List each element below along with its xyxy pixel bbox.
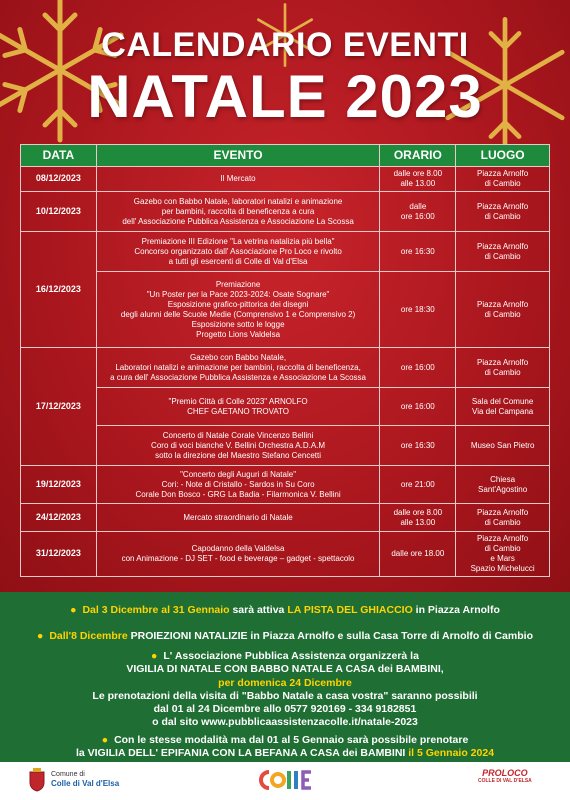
event-luogo [456, 232, 550, 272]
event-orario [380, 426, 456, 466]
event-luogo-line: di Cambio [484, 211, 521, 221]
event-orario [380, 466, 456, 504]
event-date: 08/12/2023 [21, 167, 97, 192]
event-orario-line: ore 18:30 [400, 304, 435, 314]
event-orario-line: ore 16:00 [400, 362, 435, 372]
event-luogo [456, 192, 550, 232]
column-header-evento: EVENTO [96, 145, 380, 167]
comune-logo [28, 768, 119, 792]
notice-pista: ● Dal 3 Dicembre al 31 Gennaio sarà attiva LA PISTA DEL GHIACCIO in Piazza Arnolfo [70, 604, 500, 616]
event-luogo-line: Museo San Pietro [470, 440, 535, 450]
event-orario-line: dalle ore 18.00 [391, 549, 445, 558]
page-title-line2: NATALE 2023 [87, 63, 483, 130]
event-orario-line: alle 13.00 [400, 517, 436, 527]
event-evento [96, 426, 380, 466]
notice-vigilia-2: VIGILIA DI NATALE CON BABBO NATALE A CASA dei BAMBINI, [126, 663, 444, 675]
event-luogo [456, 167, 550, 192]
proloco-logo [478, 768, 532, 784]
event-orario-line: ore 16:00 [400, 211, 435, 221]
event-luogo-line: di Cambio [484, 517, 521, 527]
event-evento-line: CHEF GAETANO TROVATO [187, 406, 290, 416]
proloco-name: PROLOCO [482, 768, 528, 778]
event-evento [96, 348, 380, 388]
event-luogo-line: Piazza Arnolfo [477, 169, 529, 178]
notice-vigilia-1: ● L' Associazione Pubblica Assistenza organizzerà la [151, 650, 419, 662]
event-luogo-line: e Mars [490, 554, 515, 563]
event-evento-line: Concerto di Natale Corale Vincenzo Bellini [162, 430, 314, 440]
event-luogo [456, 532, 550, 577]
event-evento-line: Coro di voci bianche V. Bellini Orchestra A.D.A.M [151, 440, 326, 450]
event-date: 16/12/2023 [21, 232, 97, 348]
events-table-body [21, 167, 550, 577]
event-orario-line: ore 16:00 [400, 401, 435, 411]
table-row [21, 426, 550, 466]
event-orario [380, 232, 456, 272]
event-evento-line: Progetto Lions Valdelsa [196, 329, 281, 339]
event-evento-line: "Concerto degli Auguri di Natale" [180, 469, 297, 479]
event-luogo-line: di Cambio [484, 367, 521, 377]
table-header-row [21, 145, 550, 167]
event-luogo-line: Piazza Arnolfo [477, 241, 529, 251]
event-evento [96, 272, 380, 348]
event-evento-line: sotto la direzione del Maestro Stefano Cencetti [155, 450, 321, 460]
event-evento [96, 192, 380, 232]
bullet-icon: ● [37, 630, 44, 642]
event-luogo [456, 388, 550, 426]
event-evento-line: "Premio Città di Colle 2023" ARNOLFO [168, 396, 308, 406]
event-evento-line: dell' Associazione Pubblica Assistenza e Associazione La Scossa [122, 216, 354, 226]
event-date: 19/12/2023 [21, 466, 97, 504]
table-row [21, 348, 550, 388]
event-evento-line: Concorso organizzato dall' Associazione Pro Loco e rivolto [134, 246, 342, 256]
event-evento-line: Gazebo con Babbo Natale, laboratori natalizi e animazione [133, 196, 343, 206]
event-evento [96, 232, 380, 272]
event-evento [96, 167, 380, 192]
event-luogo-line: di Cambio [484, 544, 521, 553]
event-evento [96, 504, 380, 532]
footer [0, 762, 570, 800]
event-evento-line: per bambini, raccolta di beneficenza a cura [161, 206, 315, 216]
event-luogo-line: Piazza Arnolfo [477, 507, 529, 517]
event-orario [380, 167, 456, 192]
comune-name: Colle di Val d'Elsa [51, 779, 120, 789]
bullet-icon: ● [101, 734, 109, 746]
event-date: 24/12/2023 [21, 504, 97, 532]
event-orario-line: dalle ore 8.00 [393, 169, 443, 178]
event-luogo-line: di Cambio [484, 179, 521, 188]
event-orario-line: dalle ore 8.00 [393, 507, 443, 517]
event-evento-line: degli alunni delle Scuole Medie (Comprensivo 1 e Comprensivo 2) [120, 309, 356, 319]
event-orario [380, 348, 456, 388]
event-luogo-line: di Cambio [484, 251, 521, 261]
column-header-luogo: LUOGO [456, 145, 550, 167]
event-luogo-line: Piazza Arnolfo [477, 201, 529, 211]
info-band [0, 592, 570, 762]
proloco-sub: COLLE DI VAL D'ELSA [478, 778, 532, 784]
event-evento-line: Premiazione III Edizione "La vetrina natalizia più bella" [141, 236, 335, 246]
event-evento-line: Corale Don Bosco - GRG La Badia - Filarmonica V. Bellini [135, 489, 341, 499]
event-evento [96, 466, 380, 504]
event-evento-line: Laboratori natalizi e animazione per bambini, raccolta di beneficenza, [115, 362, 361, 372]
event-orario-line: dalle [409, 201, 427, 211]
event-luogo-line: Piazza Arnolfo [477, 534, 529, 543]
notice-vigilia-3: per domenica 24 Dicembre [218, 677, 352, 689]
event-evento-line: Premiazione [215, 279, 261, 289]
event-luogo [456, 504, 550, 532]
event-orario [380, 192, 456, 232]
event-date: 10/12/2023 [21, 192, 97, 232]
notice-proiezioni: ● Dall'8 Dicembre PROIEZIONI NATALIZIE in Piazza Arnolfo e sulla Casa Torre di Arnolfo di Cambio [37, 630, 533, 642]
table-row [21, 272, 550, 348]
table-row [21, 232, 550, 272]
event-orario-line: ore 16:30 [400, 440, 435, 450]
table-row [21, 167, 550, 192]
event-luogo-line: Piazza Arnolfo [477, 357, 529, 367]
event-luogo-line: Via del Campana [472, 406, 534, 416]
event-evento-line: "Un Poster per la Pace 2023-2024: Osate Sognare" [146, 289, 330, 299]
event-orario-line: ore 21:00 [400, 479, 435, 489]
event-orario [380, 272, 456, 348]
event-evento-line: Esposizione grafico-pittorica dei disegni [167, 299, 309, 309]
event-orario [380, 504, 456, 532]
event-evento-line: a cura dell' Associazione Pubblica Assistenza e Associazione La Scossa [110, 372, 367, 382]
event-luogo-line: Chiesa [490, 474, 516, 484]
bullet-icon: ● [151, 650, 158, 662]
colle-logo [256, 766, 314, 800]
notice-befana-2: la VIGILIA DELL' EPIFANIA CON LA BEFANA A CASA dei BAMBINI il 5 Gennaio 2024 [75, 747, 495, 759]
notice-vigilia-5: dal 01 al 24 Dicembre allo 0577 920169 - 334 9182851 [153, 703, 417, 715]
table-row [21, 192, 550, 232]
event-evento-line: Cori: - Note di Cristallo - Sardos in Su Coro [161, 479, 315, 489]
table-row [21, 388, 550, 426]
events-table [20, 144, 550, 577]
comune-label: Comune di [51, 771, 85, 778]
column-header-orario: ORARIO [380, 145, 456, 167]
event-luogo-line: Piazza Arnolfo [477, 299, 529, 309]
event-luogo [456, 466, 550, 504]
event-evento-line: Esposizione sotto le logge [191, 319, 285, 329]
event-orario-line: alle 13.00 [400, 179, 436, 188]
event-evento-line: Gazebo con Babbo Natale, [190, 352, 287, 362]
notice-vigilia-6: o dal sito www.pubblicaassistenzacolle.it/natale-2023 [152, 716, 418, 728]
event-orario-line: ore 16:30 [400, 246, 435, 256]
table-row [21, 504, 550, 532]
event-luogo-line: Sala del Comune [471, 396, 534, 406]
event-luogo-line: Sant'Agostino [478, 484, 528, 494]
event-luogo [456, 426, 550, 466]
event-orario [380, 532, 456, 577]
event-luogo-line: Spazio Michelucci [470, 564, 535, 573]
event-evento-line: Il Mercato [220, 174, 256, 183]
event-evento-line: con Animazione - DJ SET - food e beverage – gadget - spettacolo [121, 554, 355, 563]
event-evento-line: Capodanno della Valdelsa [191, 544, 285, 553]
event-date: 31/12/2023 [21, 532, 97, 577]
event-evento [96, 388, 380, 426]
event-luogo-line: di Cambio [484, 309, 521, 319]
coat-of-arms-icon [28, 768, 46, 792]
event-evento-line: a tutti gli esercenti di Colle di Val d'Elsa [168, 256, 308, 266]
bullet-icon: ● [70, 604, 77, 616]
table-row [21, 466, 550, 504]
event-luogo [456, 348, 550, 388]
event-orario [380, 388, 456, 426]
notice-befana-1: ● Con le stesse modalità ma dal 01 al 5 Gennaio sarà possibile prenotare [101, 734, 469, 746]
column-header-data: DATA [21, 145, 97, 167]
notice-vigilia-4: Le prenotazioni della visita di "Babbo Natale a casa vostra" saranno possibili [92, 690, 478, 702]
event-date: 17/12/2023 [21, 348, 97, 466]
page-title-line1: CALENDARIO EVENTI [101, 26, 469, 64]
event-evento [96, 532, 380, 577]
event-evento-line: Mercato straordinario di Natale [183, 512, 293, 522]
event-luogo [456, 272, 550, 348]
table-row [21, 532, 550, 577]
